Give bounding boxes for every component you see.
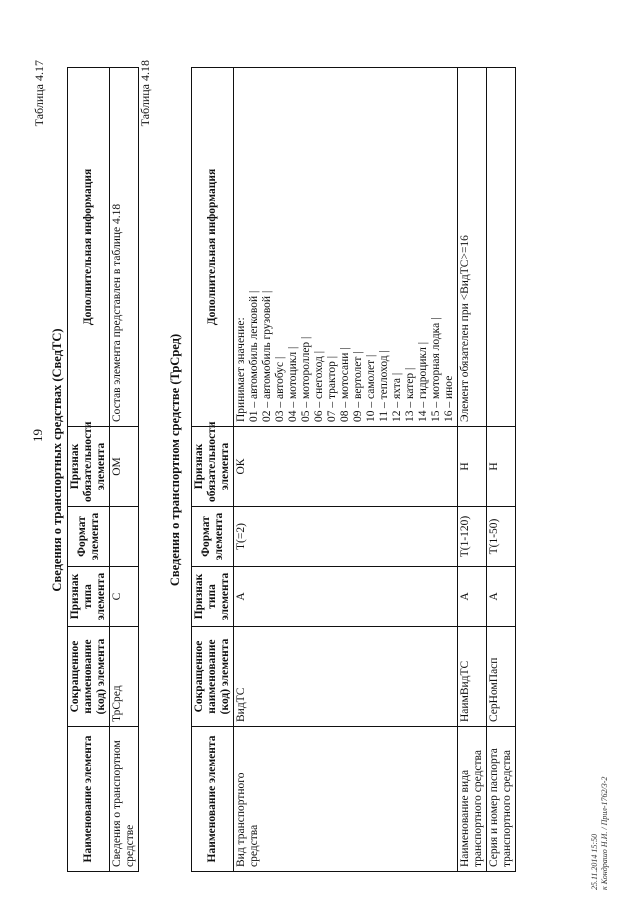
table-4-17-title: Сведения о транспортных средствах (СведТС) bbox=[50, 328, 64, 592]
header-cell: Формат элемента bbox=[68, 507, 110, 567]
rotated-page-content bbox=[30, 30, 630, 890]
header-cell: Формат элемента bbox=[192, 507, 234, 567]
header-cell: Признак типа элемента bbox=[192, 567, 234, 627]
cell-required: ОМ bbox=[110, 427, 139, 507]
cell-type: С bbox=[110, 567, 139, 627]
cell-type: А bbox=[458, 567, 487, 627]
table-header-row bbox=[192, 68, 234, 872]
table-header-row bbox=[68, 68, 110, 872]
footer-date: 25.11.2014 15:50 bbox=[590, 833, 599, 890]
cell-code: ТрСред bbox=[110, 627, 139, 727]
cell-name: Наименование вида транспортного средства bbox=[458, 727, 487, 872]
table-4-18 bbox=[191, 67, 516, 872]
cell-format: T(=2) bbox=[234, 507, 458, 567]
cell-code: ВидТС bbox=[234, 627, 458, 727]
page-number: 19 bbox=[30, 429, 45, 442]
list-item: 09 – вертолет | bbox=[352, 351, 364, 422]
cell-code: НаимВидТС bbox=[458, 627, 487, 727]
cell-info: Состав элемента представлен в таблице 4.18 bbox=[110, 68, 139, 427]
list-item: 05 – мотороллер | bbox=[300, 336, 312, 422]
value-list bbox=[248, 72, 456, 422]
cell-required: Н bbox=[458, 427, 487, 507]
header-cell: Наименование элемента bbox=[68, 727, 110, 872]
header-cell: Признак обязательности элемента bbox=[192, 427, 234, 507]
header-cell: Сокращенное наименование (код) элемента bbox=[68, 627, 110, 727]
cell-name: Серия и номер паспорта транспортного средства bbox=[487, 727, 516, 872]
table-4-17-number: Таблица 4.17 bbox=[32, 60, 46, 127]
list-item: 03 – автобус | bbox=[274, 356, 286, 422]
table-4-18-title: Сведения о транспортном средстве (ТрСред) bbox=[168, 333, 182, 587]
cell-type: А bbox=[234, 567, 458, 627]
cell-format bbox=[110, 507, 139, 567]
header-cell: Сокращенное наименование (код) элемента bbox=[192, 627, 234, 727]
footer-stamp bbox=[590, 777, 610, 890]
header-cell: Дополнительная информация bbox=[68, 68, 110, 427]
list-item: 04 – мотоцикл | bbox=[287, 346, 299, 422]
info-intro: Принимает значение: bbox=[235, 317, 247, 422]
cell-required: ОК bbox=[234, 427, 458, 507]
cell-name: Вид транспортного средства bbox=[234, 727, 458, 872]
header-cell: Признак типа элемента bbox=[68, 567, 110, 627]
header-cell: Дополнительная информация bbox=[192, 68, 234, 427]
list-item: 07 – трактор | bbox=[326, 355, 338, 422]
cell-name: Сведения о транспортном средстве bbox=[110, 727, 139, 872]
cell-info bbox=[234, 68, 458, 427]
table-row bbox=[458, 68, 487, 872]
cell-code: СерНомПасп bbox=[487, 627, 516, 727]
cell-info: Элемент обязателен при <ВидТС>=16 bbox=[458, 68, 487, 427]
table-row bbox=[110, 68, 139, 872]
table-4-17 bbox=[67, 67, 139, 872]
list-item: 10 – самолет | bbox=[365, 354, 377, 422]
list-item: 11 – теплоход | bbox=[378, 350, 390, 422]
cell-info bbox=[487, 68, 516, 427]
table-row bbox=[234, 68, 458, 872]
cell-format: T(1-50) bbox=[487, 507, 516, 567]
table-4-18-number: Таблица 4.18 bbox=[138, 60, 152, 127]
list-item: 13 – катер | bbox=[404, 367, 416, 422]
list-item: 15 – моторная лодка | bbox=[430, 317, 442, 422]
footer-author: к Кондрашо Н.И. / Прил-1762/3-2 bbox=[600, 776, 609, 890]
list-item: 01 – автомобиль легковой | bbox=[248, 290, 260, 422]
list-item: 06 – снегоход | bbox=[313, 350, 325, 422]
cell-required: Н bbox=[487, 427, 516, 507]
list-item: 16 – иное bbox=[443, 375, 455, 422]
cell-type: А bbox=[487, 567, 516, 627]
list-item: 02 – автомобиль грузовой | bbox=[261, 290, 273, 422]
header-cell: Признак обязательности элемента bbox=[68, 427, 110, 507]
list-item: 08 – мотосани | bbox=[339, 347, 351, 422]
list-item: 14 – гидроцикл | bbox=[417, 341, 429, 422]
header-cell: Наименование элемента bbox=[192, 727, 234, 872]
cell-format: T(1-120) bbox=[458, 507, 487, 567]
table-row bbox=[487, 68, 516, 872]
list-item: 12 – яхта | bbox=[391, 372, 403, 422]
